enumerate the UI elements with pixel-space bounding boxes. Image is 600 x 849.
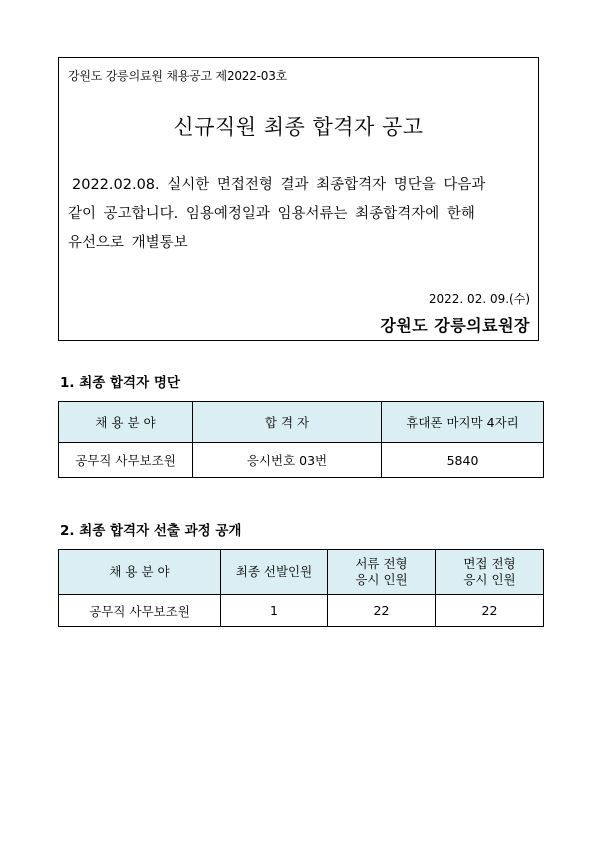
header-line: 응시 인원 [355,572,408,587]
notice-signature: 강원도 강릉의료원장 [380,316,530,335]
section-heading-finalists: 1. 최종 합격자 명단 [60,375,180,391]
table-cell: 공무직 사무보조원 [59,443,193,478]
section-heading-process: 2. 최종 합격자 선출 과정 공개 [60,523,242,539]
table-cell: 공무직 사무보조원 [59,595,221,627]
finalists-table [58,401,544,478]
notice-number: 강원도 강릉의료원 채용공고 제2022-03호 [68,69,288,83]
table-row [59,443,544,478]
table-header-cell: 합 격 자 [193,402,382,443]
notice-body-line: 같이 공고합니다. 임용예정일과 임용서류는 최종합격자에 한해 [68,206,475,222]
header-line: 면접 전형 [463,556,516,571]
table-cell: 22 [436,595,544,627]
table-cell: 1 [221,595,328,627]
table-cell: 22 [328,595,436,627]
table-cell: 응시번호 03번 [193,443,382,478]
table-header-cell: 채 용 분 야 [59,402,193,443]
notice-date: 2022. 02. 09.(수) [428,292,530,306]
table-header-cell [328,550,436,595]
table-header-cell [436,550,544,595]
table-cell: 5840 [382,443,544,478]
table-header-row [59,550,544,595]
notice-box [58,57,539,341]
notice-body [68,171,528,258]
table-header-cell: 휴대폰 마지막 4자리 [382,402,544,443]
table-header-cell: 최종 선발인원 [221,550,328,595]
selection-process-table [58,549,544,627]
notice-body-line: 2022.02.08. 실시한 면접전형 결과 최종합격자 명단을 다음과 [72,177,486,193]
table-header-row [59,402,544,443]
table-row [59,595,544,627]
notice-title: 신규직원 최종 합격자 공고 [173,115,424,139]
notice-body-line: 유선으로 개별통보 [68,235,188,251]
table-header-cell: 채 용 분 야 [59,550,221,595]
header-line: 응시 인원 [463,572,516,587]
header-line: 서류 전형 [355,556,408,571]
